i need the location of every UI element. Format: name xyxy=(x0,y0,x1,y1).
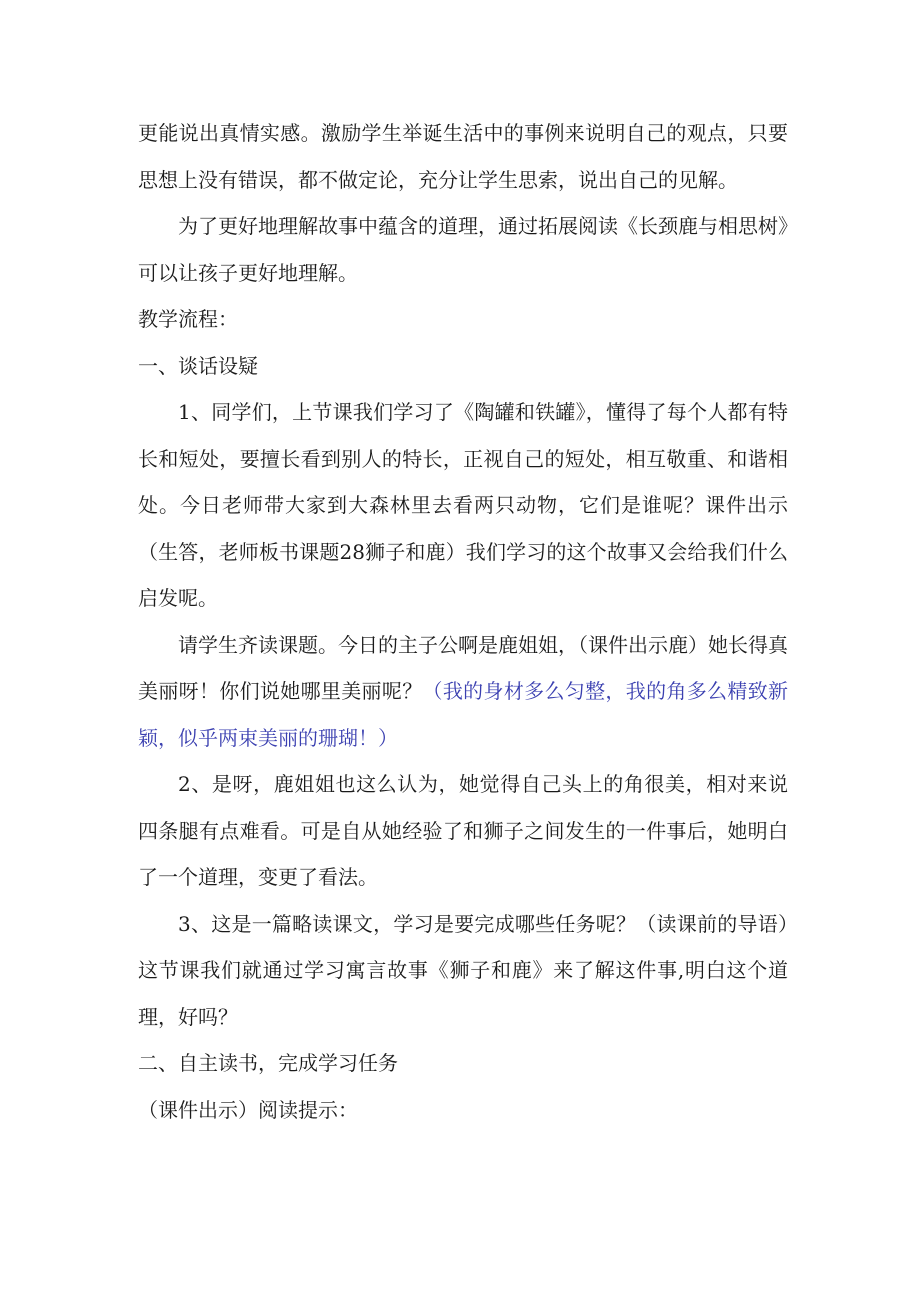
paragraph-10: （课件出示）阅读提示： xyxy=(138,1097,358,1122)
section-heading-2: 二、自主读书，完成学习任务 xyxy=(138,1051,398,1075)
paragraph-2: 为了更好地理解故事中蕴含的道理，通过拓展阅读《长颈鹿与相思树》可以让孩子更好地理解。 xyxy=(138,214,788,285)
paragraph-5: 1、同学们，上节课我们学习了《陶罐和铁罐》，懂得了每个人都有特长和短处，要擅长看到别人的特长，正视自己的短处，相互敬重、和谐相处。今日老师带大家到大森林里去看两只动物，它们是谁呢？课件出示（生答，老师板书课题28狮子和鹿）我们学习的这个故事又会给我们什么启发呢。 xyxy=(138,400,788,610)
paragraph-6 xyxy=(138,622,788,762)
section-heading-1: 一、谈话设疑 xyxy=(138,353,258,378)
paragraph-3: 教学流程： xyxy=(138,307,238,331)
paragraph-6-highlight: （我的身材多么匀整，我的角多么精致新颖，似乎两束美丽的珊瑚！） xyxy=(138,679,789,750)
paragraph-8: 3、这是一篇略读课文，学习是要完成哪些任务呢？（读课前的导语）这节课我们就通过学习寓言故事《狮子和鹿》来了解这件事,明白这个道理，好吗？ xyxy=(138,911,788,1029)
document-body xyxy=(138,110,788,1133)
paragraph-7: 2、是呀，鹿姐姐也这么认为，她觉得自己头上的角很美，相对来说四条腿有点难看。可是自从她经验了和狮子之间发生的一件事后，她明白了一个道理，变更了看法。 xyxy=(138,772,788,889)
paragraph-6-main: 请学生齐读课题。今日的主子公啊是鹿姐姐，（课件出示鹿）她长得真美丽呀！你们说她哪里美丽呢？ xyxy=(138,632,788,703)
paragraph-1: 更能说出真情实感。激励学生举诞生活中的事例来说明自己的观点，只要思想上没有错误，都不做定论，充分让学生思索，说出自己的见解。 xyxy=(138,121,788,192)
